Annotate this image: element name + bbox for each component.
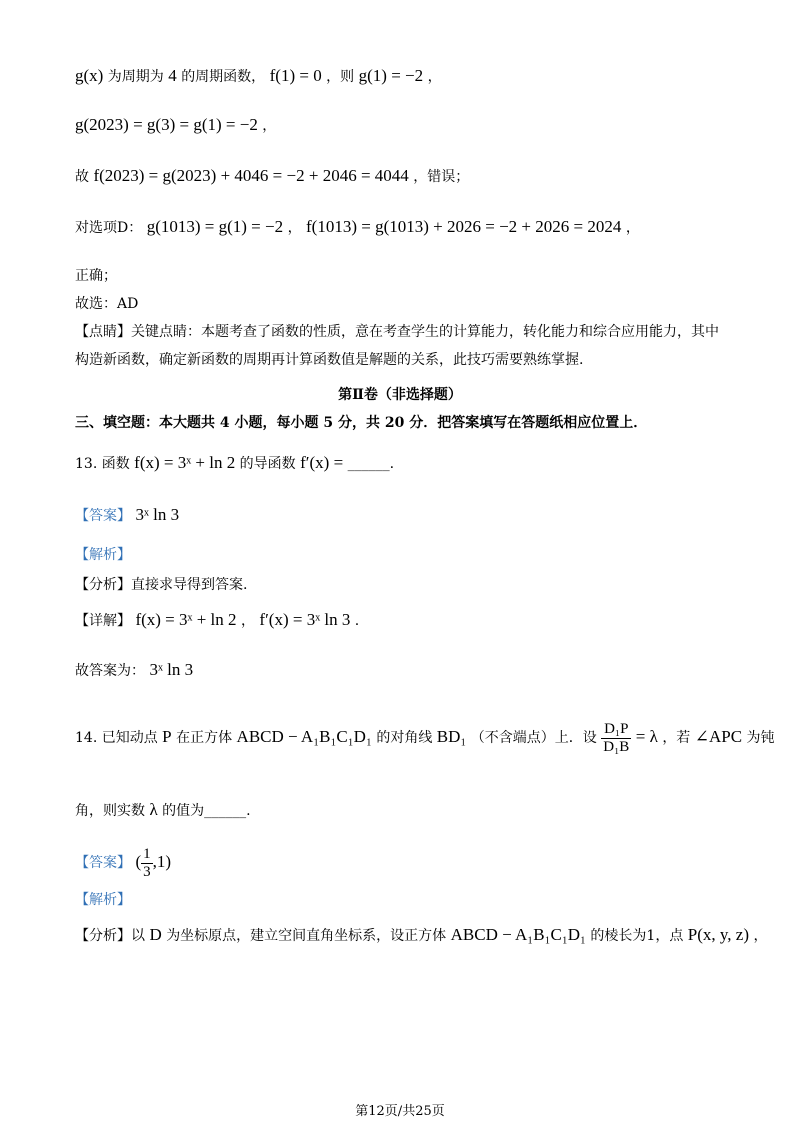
jiexi-2 — [75, 890, 131, 910]
math-point: P(x, y, z) — [687, 925, 750, 944]
fraction-denominator: D₁B — [603, 738, 630, 755]
text: ， — [262, 118, 277, 134]
final-13 — [75, 660, 193, 681]
math-lambda: = λ — [635, 727, 658, 746]
text: 为坐标原点，建立空间直角坐标系，设正方体 — [166, 928, 447, 944]
line-8 — [75, 350, 583, 370]
text: 为钝 — [746, 730, 775, 746]
line-5 — [75, 266, 117, 286]
text: 13. 函数 — [75, 456, 130, 472]
math-f1: f(1) = 0 — [269, 66, 322, 85]
math-g1: g(1) = −2 — [358, 66, 424, 85]
page-number: 第12页/共25页 — [355, 1104, 445, 1119]
text: 14. 已知动点 — [75, 730, 158, 746]
text: 对选项D： — [75, 220, 143, 236]
text: 关键点睛：本题考查了函数的性质，意在考查学生的计算能力，转化能力和综合应用能力，其中 — [131, 324, 719, 340]
text: ， — [287, 220, 302, 236]
math-diagonal: BD₁ — [436, 727, 467, 746]
text: 的导函数 — [239, 456, 296, 472]
text: ， — [625, 220, 640, 236]
blank: ______. — [347, 456, 395, 472]
math-fx: f(x) = 3ˣ + ln 2 — [135, 610, 237, 629]
interval-open: ( — [135, 852, 142, 871]
math-fx: f(x) = 3ˣ + ln 2 — [134, 453, 236, 472]
line-2 — [75, 115, 276, 136]
part-heading — [75, 413, 647, 433]
line-7 — [75, 322, 719, 342]
math-fprime: f′(x) = — [300, 453, 344, 472]
q14 — [75, 717, 775, 758]
analysis-tag: 【解析】 — [75, 892, 131, 908]
fraction — [601, 721, 631, 756]
text: 为周期为 — [107, 69, 164, 85]
text: ，错误； — [413, 169, 470, 185]
text: ，若 — [662, 730, 691, 746]
fenxi-2 — [75, 925, 767, 946]
text: 的周期函数， — [181, 69, 266, 85]
math-f1013: f(1013) = g(1013) + 2026 = −2 + 2026 = 2024 — [306, 217, 622, 236]
text: （不含端点）上．设 — [470, 730, 597, 746]
text: ， — [753, 928, 768, 944]
text: 在正方体 — [176, 730, 233, 746]
line-3 — [75, 166, 469, 187]
math-f2023: f(2023) = g(2023) + 4046 = −2 + 2046 = 4044 — [93, 166, 409, 185]
line-4 — [75, 217, 640, 238]
line-6 — [75, 294, 138, 314]
text: 的棱长为1，点 — [590, 928, 684, 944]
fraction-numerator: 1 — [143, 845, 151, 862]
text: 正确； — [75, 268, 117, 284]
analysis-tag: 【解析】 — [75, 547, 131, 563]
part-heading-text: 三、填空题：本大题共 4 小题，每小题 5 分，共 20 分．把答案填写在答题纸相应位置上． — [75, 415, 648, 431]
text: 故选：AD — [75, 296, 139, 312]
fraction — [141, 846, 153, 881]
math-D: D — [149, 925, 162, 944]
math-fprime: f′(x) = 3ˣ ln 3 — [259, 610, 351, 629]
ans14 — [75, 843, 171, 882]
fraction-denominator: 3 — [143, 863, 151, 880]
xiangjie-1 — [75, 610, 359, 631]
section-title-text: 第Ⅱ卷（非选择题） — [338, 387, 462, 403]
line-1 — [75, 66, 442, 87]
fraction-numerator: D₁P — [601, 721, 631, 739]
fenxi-1 — [75, 575, 247, 595]
math-angle: ∠APC — [694, 727, 743, 746]
detail-tag: 【详解】 — [75, 613, 131, 629]
q13 — [75, 453, 394, 474]
text: 直接求导得到答案. — [131, 577, 248, 593]
text: ， — [427, 69, 442, 85]
text: 角，则实数 — [75, 803, 145, 819]
text: 以 — [131, 928, 145, 944]
interval-close: ,1) — [152, 852, 172, 871]
text: 故答案为： — [75, 663, 145, 679]
math-gx: g(x) — [75, 66, 104, 85]
q14-cont — [75, 800, 251, 821]
text: 的对角线 — [376, 730, 433, 746]
math-g2023: g(2023) = g(3) = g(1) = −2 — [75, 115, 258, 134]
fenxi-tag: 【分析】 — [75, 928, 131, 944]
text: 构造新函数，确定新函数的周期再计算函数值是解题的关系，此技巧需要熟练掌握. — [75, 352, 584, 368]
answer-math: 3ˣ ln 3 — [149, 660, 194, 679]
answer-tag: 【答案】 — [75, 855, 131, 871]
answer-tag: 【答案】 — [75, 508, 131, 524]
text: 的值为______. — [162, 803, 251, 819]
math-cube: ABCD − A₁B₁C₁D₁ — [450, 925, 586, 944]
math-cube: ABCD − A₁B₁C₁D₁ — [236, 727, 372, 746]
math-lambda-symbol: λ — [149, 800, 158, 819]
section-title — [0, 385, 800, 405]
fenxi-tag: 【分析】 — [75, 577, 131, 593]
text: 故 — [75, 169, 89, 185]
ans13 — [75, 505, 179, 526]
text: . — [354, 613, 360, 629]
math-P: P — [162, 727, 172, 746]
math-period: 4 — [168, 66, 177, 85]
answer-math: 3ˣ ln 3 — [135, 505, 180, 524]
note-tag: 【点睛】 — [75, 324, 131, 340]
jiexi-1 — [75, 545, 131, 565]
text: ， — [240, 613, 255, 629]
text: ，则 — [326, 69, 355, 85]
math-g1013: g(1013) = g(1) = −2 — [146, 217, 284, 236]
